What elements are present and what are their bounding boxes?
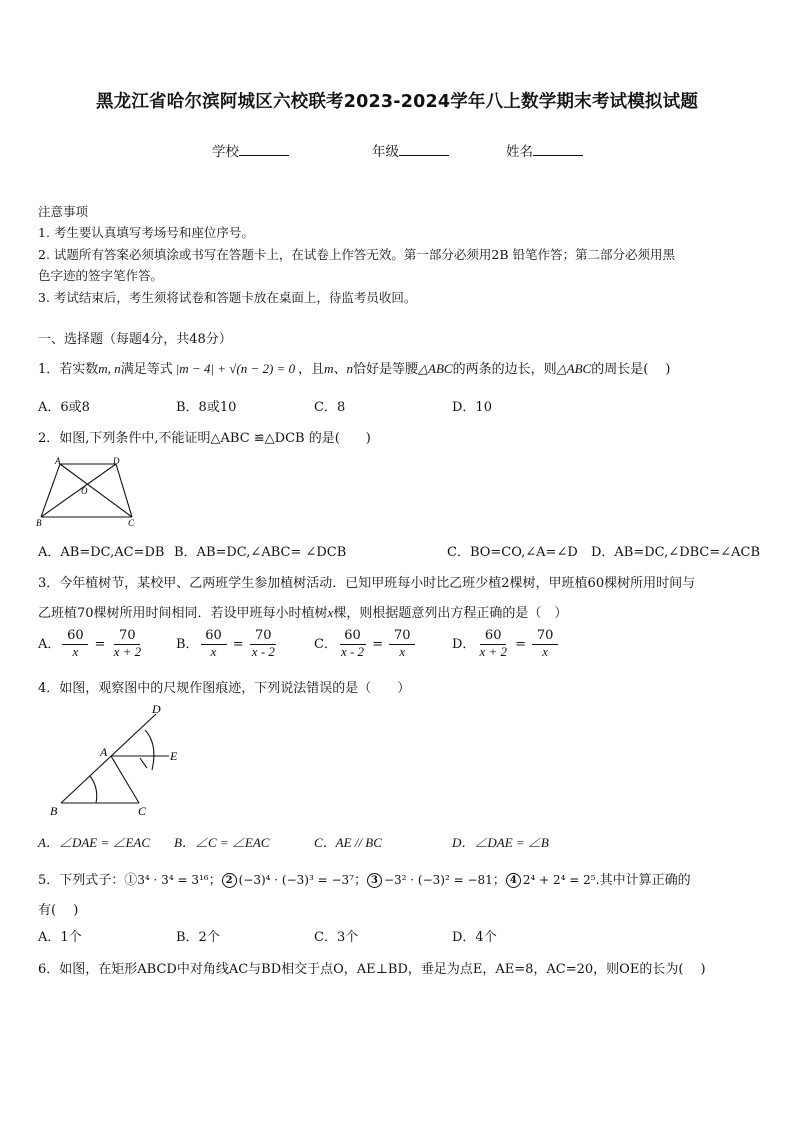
q1-expression: |m − 4| + √(n − 2) = 0 — [175, 361, 296, 376]
q5-option-b[interactable]: B．2个 — [176, 930, 220, 945]
q4-option-c[interactable]: C．AE // BC — [314, 835, 382, 850]
q1-option-d[interactable]: D．10 — [452, 400, 492, 415]
q2-option-c[interactable]: C．BO=CO,∠A=∠D — [447, 545, 578, 560]
q3-option-b[interactable]: B． $\frac{60}{x}$ = $\frac{70}{x - 2}$ — [176, 628, 275, 659]
grade-field — [372, 140, 449, 160]
fraction — [62, 629, 88, 660]
q3-option-d[interactable]: D． $\frac{60}{x + 2}$ = $\frac{70}{x}$ — [452, 629, 560, 660]
q4-label-d: D — [152, 702, 161, 716]
option-letter: A． — [38, 636, 61, 652]
school-field — [212, 140, 289, 160]
q4-label-a: A — [100, 745, 108, 759]
grade-blank[interactable] — [399, 141, 449, 156]
fraction — [112, 629, 144, 660]
q5-text: .其中计算正确的 — [595, 873, 691, 888]
option-letter: D． — [452, 636, 476, 652]
name-label: 姓名 — [506, 144, 533, 160]
school-label: 学校 — [212, 144, 239, 160]
fraction — [339, 629, 366, 660]
q2-figure — [34, 454, 144, 528]
question-6: 6．如图，在矩形ABCD中对角线AC与BD相交于点O，AE⊥BD，垂足为点E，AE=8，AC=20，则OE的长为( ) — [38, 962, 706, 977]
question-2: 2．如图,下列条件中,不能证明△ABC ≌△DCB 的是( ) — [38, 431, 371, 446]
q1-vars: m, n — [98, 361, 121, 376]
denominator: x - 2 — [340, 643, 365, 659]
q1-number: 1． — [38, 362, 60, 377]
question-1 — [38, 358, 670, 377]
q5-option-a[interactable]: A．1个 — [38, 930, 82, 945]
q3-var: x — [327, 605, 334, 620]
q1-text: 若实数 — [59, 362, 99, 377]
school-blank[interactable] — [239, 141, 289, 156]
q1-text: 的周长是( ) — [591, 362, 671, 377]
q4-option-a[interactable]: A．∠DAE = ∠EAC — [38, 835, 151, 850]
question-3-line-1: 3．今年植树节，某校甲、乙两班学生参加植树活动．已知甲班每小时比乙班少植2棵树，甲班植60棵树所用时间与 — [38, 576, 696, 591]
q1-option-c[interactable]: C．8 — [314, 400, 346, 415]
q1-option-b[interactable]: B．8或10 — [176, 400, 237, 415]
option-letter: C． — [314, 636, 337, 652]
numerator: 60 — [340, 629, 366, 645]
q1-vars: m、n — [324, 361, 354, 376]
q5-circled-4: 4 — [506, 873, 521, 888]
q5-circled-1: ① — [124, 873, 138, 888]
q2-label-c: C — [128, 518, 135, 528]
q5-option-c[interactable]: C．3个 — [314, 930, 359, 945]
note-item: 3. 考试结束后，考生须将试卷和答题卡放在桌面上，待监考员收回。 — [38, 290, 417, 305]
denominator: x — [399, 643, 406, 659]
note-item: 1. 考生要认真填写考场号和座位序号。 — [38, 225, 254, 240]
question-3-line-2 — [38, 602, 567, 621]
question-5: 5．下列式子：①3⁴ · 3⁴ = 3¹⁶； 2 (−3)⁴ · (−3)³ = −3⁷； 3 −3² · (−3)² = −81； 4 2⁴ + 2⁴ = 2⁵.其中计算正确的 — [38, 873, 691, 888]
q2-label-a: A — [55, 456, 61, 466]
page-title: 黑龙江省哈尔滨阿城区六校联考2023-2024学年八上数学期末考试模拟试题 — [95, 92, 699, 112]
fraction — [250, 629, 277, 660]
q4-option-d[interactable]: D．∠DAE = ∠B — [452, 835, 549, 850]
q5-option-d[interactable]: D．4个 — [452, 930, 497, 945]
numerator: 70 — [389, 629, 415, 645]
q3-option-c[interactable]: C． $\frac{60}{x - 2}$ = $\frac{70}{x}$ — [314, 629, 417, 660]
note-item: 色字迹的签字笔作答。 — [38, 268, 164, 283]
numerator: 60 — [480, 629, 506, 645]
section-heading: 一、选择题（每题4分，共48分） — [38, 332, 232, 347]
notes-heading: 注意事项 — [38, 204, 89, 219]
numerator: 70 — [532, 629, 558, 645]
fraction — [532, 629, 558, 660]
q5-expression-1: 3⁴ · 3⁴ = 3¹⁶ — [137, 873, 209, 887]
name-field — [506, 140, 583, 160]
denominator: x + 2 — [479, 643, 507, 659]
fraction — [477, 629, 509, 660]
q2-label-d: D — [113, 456, 120, 466]
numerator: 60 — [201, 629, 227, 645]
question-4: 4．如图，观察图中的尺规作图痕迹，下列说法错误的是（ ） — [38, 681, 411, 696]
q2-option-d[interactable]: D．AB=DC,∠DBC=∠ACB — [591, 545, 761, 560]
denominator: x + 2 — [113, 643, 142, 659]
q5-circled-2: 2 — [222, 873, 237, 888]
option-letter: B． — [176, 636, 199, 652]
denominator: x — [542, 643, 549, 659]
q5-expression-2: (−3)⁴ · (−3)³ = −3⁷ — [238, 873, 354, 887]
q2-option-a[interactable]: A．AB=DC,AC=DB — [38, 545, 165, 560]
q5-text: 5．下列式子： — [38, 873, 125, 888]
q4-option-b[interactable]: B．∠C = ∠EAC — [174, 835, 270, 850]
numerator: 70 — [250, 629, 276, 645]
numerator: 70 — [114, 629, 140, 645]
fraction — [389, 629, 415, 660]
q2-option-b[interactable]: B．AB=DC,∠ABC= ∠DCB — [174, 545, 347, 560]
q3-text: 乙班植70棵树所用时间相同．若设甲班每小时植树 — [38, 606, 328, 621]
fraction — [201, 629, 227, 660]
q2-label-o: O — [81, 486, 88, 496]
q1-option-a[interactable]: A．6或8 — [38, 400, 90, 415]
q1-text: 恰好是等腰 — [353, 362, 419, 377]
question-5-line-2: 有( ) — [38, 903, 79, 918]
q1-text: 的两条的边长，则 — [452, 362, 557, 377]
q1-text: ，且 — [298, 362, 325, 377]
q4-figure — [44, 700, 194, 822]
q2-label-b: B — [36, 518, 42, 528]
q5-expression-3: −3² · (−3)² = −81 — [383, 873, 493, 887]
q1-triangle: △ABC — [418, 361, 453, 376]
q1-triangle: △ABC — [556, 361, 592, 376]
denominator: x - 2 — [251, 643, 275, 659]
q5-circled-3: 3 — [367, 873, 382, 888]
q3-text: 棵，则根据题意列出方程正确的是（ ） — [333, 606, 568, 621]
denominator: x — [72, 643, 79, 659]
q5-expression-4: 2⁴ + 2⁴ = 2⁵ — [522, 873, 596, 887]
name-blank[interactable] — [533, 141, 583, 156]
q3-option-a[interactable]: A． $\frac{60}{x}$ = $\frac{70}{x + 2}$ — [38, 628, 142, 659]
q4-label-e: E — [170, 749, 178, 763]
q4-label-c: C — [138, 804, 147, 818]
denominator: x — [210, 643, 217, 659]
grade-label: 年级 — [372, 144, 399, 160]
q1-text: 满足等式 — [120, 362, 173, 377]
q4-label-b: B — [50, 804, 58, 818]
note-item: 2. 试题所有答案必须填涂或书写在答题卡上，在试卷上作答无效。第一部分必须用2B 铅笔作答；第二部分必须用黑 — [38, 247, 676, 262]
numerator: 60 — [62, 629, 88, 645]
